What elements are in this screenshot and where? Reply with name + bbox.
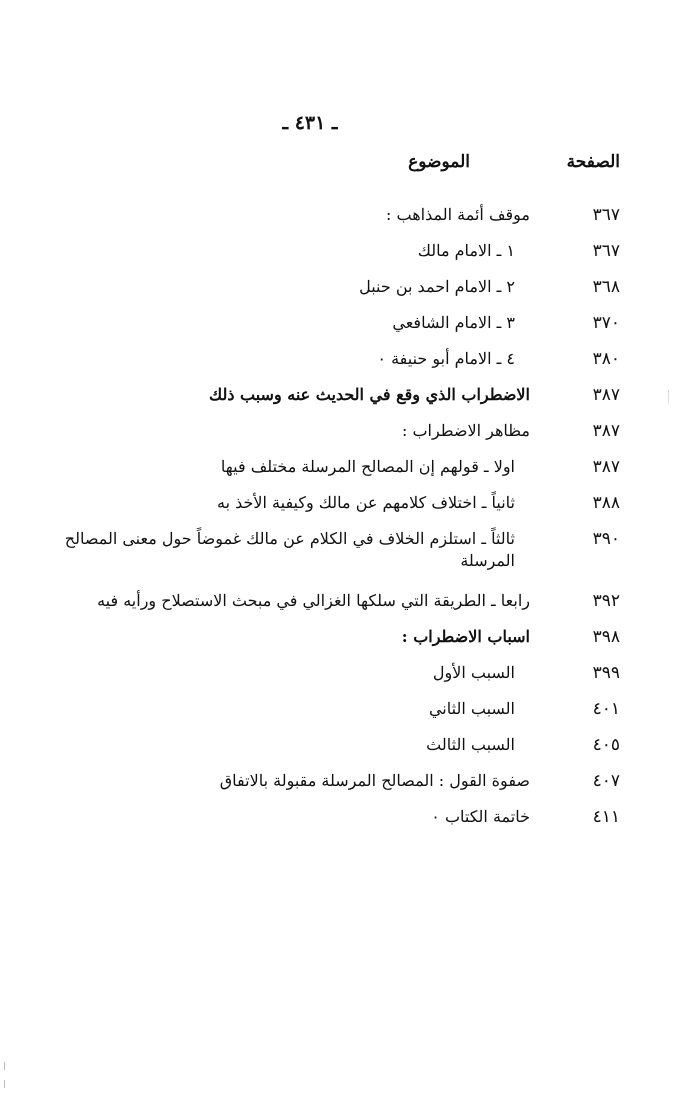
toc-title: صفوة القول : المصالح المرسلة مقبولة بالاتفاق [219,771,530,790]
toc-page-number: ٣٦٧ [592,241,620,261]
header-topic-label: الموضوع [408,152,470,172]
toc-entry [45,660,620,696]
toc-entry [45,238,620,274]
toc-page-number: ٤٠٥ [592,735,620,755]
toc-page-number: ٣٨٧ [592,457,620,477]
toc-entry [45,454,620,490]
page-number: ـ ٤٣١ ـ [282,112,338,134]
toc-title: ٣ ـ الامام الشافعي [392,313,515,332]
toc-page-number: ٤٠٧ [592,771,620,791]
toc-entry [45,526,620,588]
toc-title: موقف أئمة المذاهب : [386,205,530,224]
toc-title: خاتمة الكتاب ٠ [431,807,530,826]
toc-page-number: ٣٩٨ [592,627,620,647]
toc-page-number: ٤١١ [592,807,620,827]
toc-page-number: ٣٦٧ [592,205,620,225]
toc-title: السبب الثالث [426,735,515,754]
toc-title: السبب الثاني [428,699,515,718]
toc-title: ثانياً ـ اختلاف كلامهم عن مالك وكيفية الأخذ به [216,493,515,512]
toc-title: الاضطراب الذي وقع في الحديث عنه وسبب ذلك [208,385,530,404]
toc-title: ٢ ـ الامام احمد بن حنبل [359,277,515,296]
toc-entry [45,732,620,768]
toc-entry [45,346,620,382]
toc-entry [45,804,620,840]
toc-page-number: ٣٨٠ [592,349,620,369]
toc-entry [45,274,620,310]
toc-entry [45,588,620,624]
toc-page-number: ٣٧٠ [592,313,620,333]
toc-header [60,152,620,182]
toc-title: السبب الأول [432,663,515,682]
toc-entry [45,624,620,660]
toc-title: ٤ ـ الامام أبو حنيفة ٠ [377,349,515,368]
toc-entry [45,490,620,526]
toc-page-number: ٣٨٧ [592,385,620,405]
toc-title: ١ ـ الامام مالك [417,241,515,260]
header-page-label: الصفحة [566,152,620,172]
toc-page-number: ٣٦٨ [592,277,620,297]
toc-page-number: ٣٨٧ [592,421,620,441]
toc-list [45,202,620,840]
toc-title: ثالثاً ـ استلزم الخلاف في الكلام عن مالك غموضاً حول معنى المصالح المرسلة [64,529,515,570]
toc-page-number: ٣٩٩ [592,663,620,683]
toc-title: اولا ـ قولهم إن المصالح المرسلة مختلف فيها [220,457,515,476]
toc-page-number: ٣٩٢ [592,591,620,611]
toc-entry [45,382,620,418]
toc-entry [45,418,620,454]
toc-title: رابعا ـ الطريقة التي سلكها الغزالي في مبحث الاستصلاح ورأيه فيه [97,591,530,610]
scan-margin-mark [4,1062,5,1070]
toc-page-number: ٣٩٠ [592,529,620,549]
toc-entry [45,696,620,732]
toc-title: مظاهر الاضطراب : [401,421,530,440]
toc-page-number: ٣٨٨ [592,493,620,513]
scan-margin-mark [4,1080,5,1088]
toc-entry [45,768,620,804]
toc-entry [45,310,620,346]
toc-entry [45,202,620,238]
toc-title: اسباب الاضطراب : [401,627,530,646]
toc-page-number: ٤٠١ [592,699,620,719]
scan-margin-mark [668,390,669,404]
